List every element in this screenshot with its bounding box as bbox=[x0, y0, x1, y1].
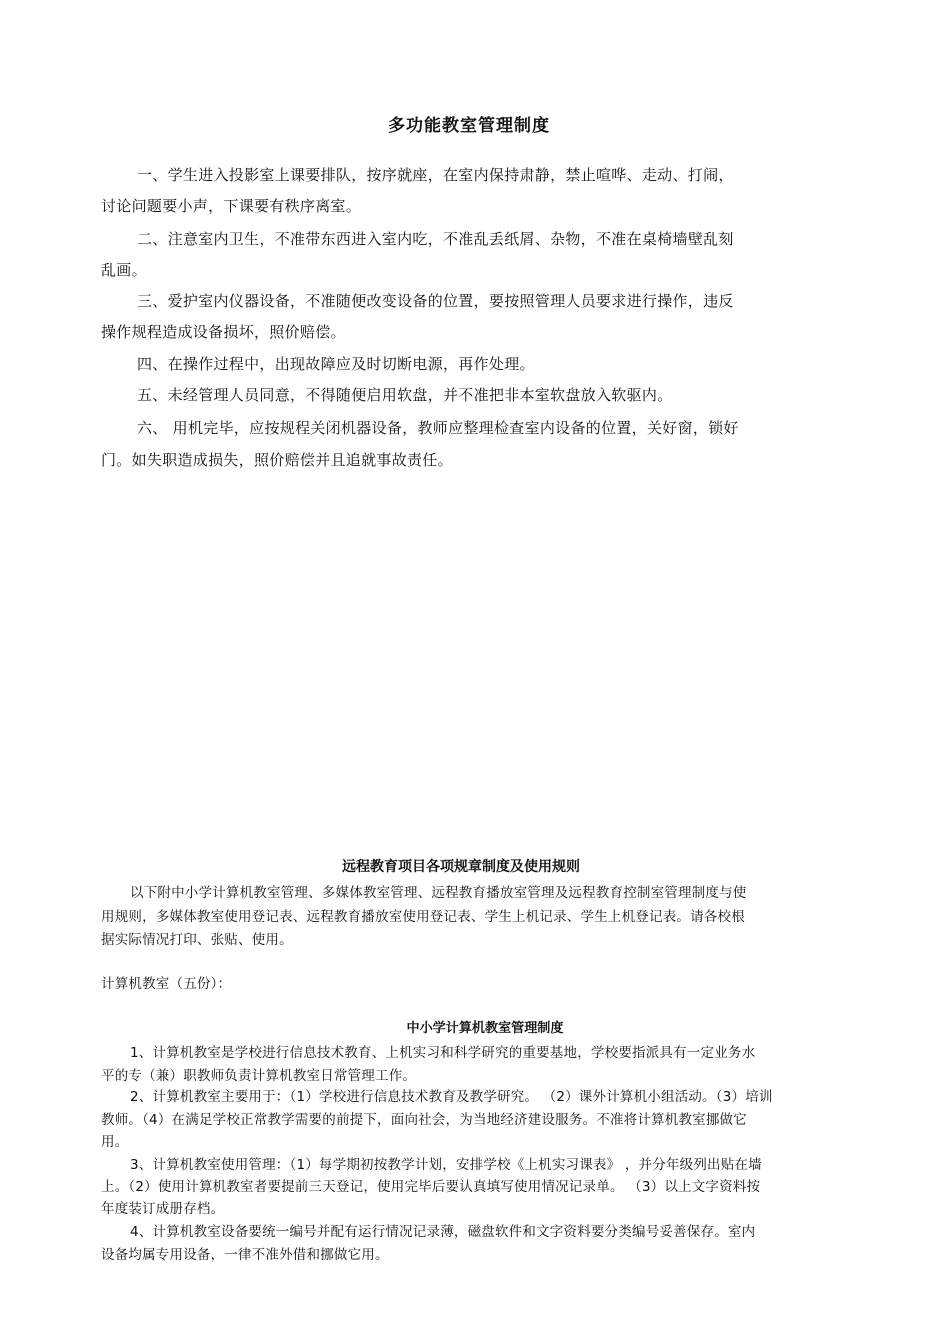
rule-6-line-2: 门。如失职造成损失，照价赔偿并且追就事故责任。 bbox=[101, 451, 453, 469]
article-1-line-2: 平的专（兼）职教师负责计算机教室日常管理工作。 bbox=[101, 1068, 417, 1084]
intro-line-1: 以下附中小学计算机教室管理、多媒体教室管理、远程教育播放室管理及远程教育控制室管理制度与使 bbox=[130, 885, 747, 901]
article-3-line-1: 3、计算机教室使用管理：（1）每学期初按教学计划，安排学校《上机实习课表》 ，并分年级列出贴在墙 bbox=[130, 1157, 762, 1173]
article-3-line-3: 年度装订成册存档。 bbox=[101, 1201, 225, 1217]
article-1-line-1: 1、计算机教室是学校进行信息技术教育、上机实习和科学研究的重要基地，学校要指派具有一定业务水 bbox=[130, 1045, 756, 1061]
rule-6-line-1: 六、 用机完毕，应按规程关闭机器设备，教师应整理检查室内设备的位置，关好窗，锁好 bbox=[137, 419, 739, 437]
section1-title: 多功能教室管理制度 bbox=[388, 116, 550, 136]
article-2-line-3: 用。 bbox=[101, 1134, 129, 1150]
intro-line-3: 据实际情况打印、张贴、使用。 bbox=[101, 932, 293, 948]
rule-3-line-2: 操作规程造成设备损坏，照价赔偿。 bbox=[101, 323, 346, 341]
rule-2-line-1: 二、注意室内卫生，不准带东西进入室内吃，不准乱丢纸屑、杂物，不准在桌椅墙壁乱刻 bbox=[137, 230, 734, 248]
article-2-line-1: 2、计算机教室主要用于：（1）学校进行信息技术教育及教学研究。 （2）课外计算机小组活动。（3）培训 bbox=[130, 1089, 773, 1105]
rule-2-line-2: 乱画。 bbox=[101, 261, 147, 279]
rule-1-line-2: 讨论问题要小声，下课要有秩序离室。 bbox=[101, 197, 362, 215]
intro-line-2: 用规则，多媒体教室使用登记表、远程教育播放室使用登记表、学生上机记录、学生上机登记表。请各校根 bbox=[101, 909, 745, 925]
rule-1-line-1: 一、学生进入投影室上课要排队，按序就座，在室内保持肃静，禁止喧哗、走动、打闹， bbox=[137, 166, 734, 184]
rule-4-line-1: 四、在操作过程中，出现故障应及时切断电源，再作处理。 bbox=[137, 355, 535, 373]
computer-room-subheading: 计算机教室（五份）： bbox=[101, 976, 232, 992]
section3-title: 中小学计算机教室管理制度 bbox=[406, 1021, 564, 1036]
article-3-line-2: 上。（2）使用计算机教室者要提前三天登记，使用完毕后要认真填写使用情况记录单。 （3）以上文字资料按 bbox=[101, 1179, 761, 1195]
article-4-line-1: 4、计算机教室设备要统一编号并配有运行情况记录薄，磁盘软件和文字资料要分类编号妥善保存。室内 bbox=[130, 1224, 756, 1240]
section2-title: 远程教育项目各项规章制度及使用规则 bbox=[342, 859, 580, 875]
article-4-line-2: 设备均属专用设备，一律不准外借和挪做它用。 bbox=[101, 1247, 389, 1263]
article-2-line-2: 教师。（4）在满足学校正常教学需要的前提下，面向社会，为当地经济建设服务。不准将计算机教室挪做它 bbox=[101, 1112, 747, 1128]
rule-3-line-1: 三、爱护室内仪器设备，不准随便改变设备的位置，要按照管理人员要求进行操作，违反 bbox=[137, 292, 734, 310]
rule-5-line-1: 五、未经管理人员同意，不得随便启用软盘，并不准把非本室软盘放入软驱内。 bbox=[137, 386, 673, 404]
